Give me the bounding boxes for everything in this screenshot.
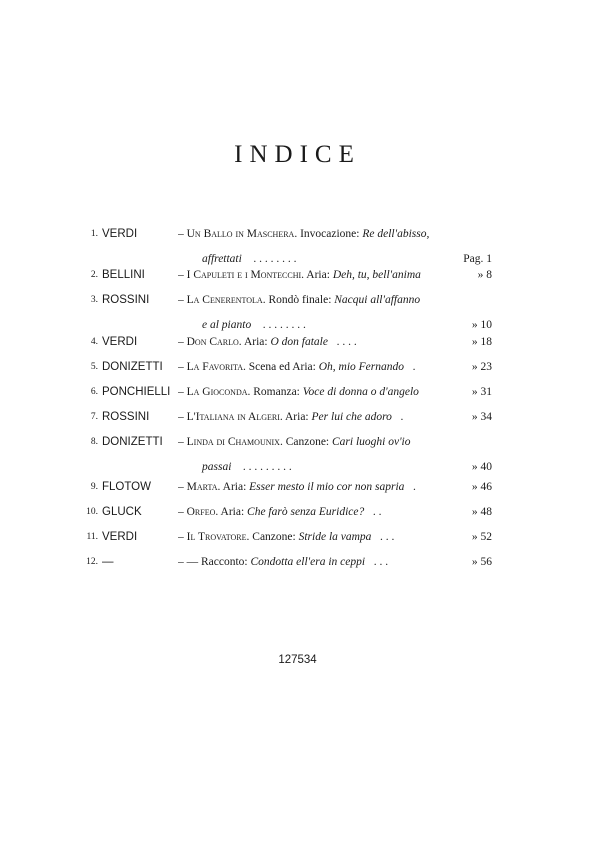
entry-composer: DONIZETTI — [102, 436, 163, 448]
entry-first-line: – Un Ballo in Maschera. Invocazione: Re dell'abisso, — [178, 228, 430, 240]
entry-composer: ROSSINI — [102, 294, 150, 306]
leader-dots: . . . — [373, 556, 389, 568]
entry-first-line: – Orfeo. Aria: Che farò senza Euridice? . . — [178, 506, 382, 518]
piece-incipit: Oh, mio Fernando — [318, 361, 405, 373]
leader-dots: . . . . — [336, 336, 357, 348]
piece-kind: Aria: — [220, 506, 245, 518]
entry-number: 10. — [86, 507, 98, 517]
entry-composer: VERDI — [102, 336, 138, 348]
entry-first-line: – La Gioconda. Romanza: Voce di donna o d'angelo — [178, 386, 419, 398]
entry-composer: VERDI — [102, 531, 138, 543]
page-title: INDICE — [234, 141, 361, 168]
incipit-continuation: affrettati — [202, 253, 242, 265]
piece-kind: Aria: — [285, 411, 309, 423]
entry-first-line: – Marta. Aria: Esser mesto il mio cor non sapria . — [178, 481, 416, 493]
opera-title: La Favorita. — [186, 361, 246, 373]
entry-first-line: – La Favorita. Scena ed Aria: Oh, mio Fernando . — [178, 361, 416, 373]
entry-first-line: – L'Italiana in Algeri. Aria: Per lui che adoro . — [178, 411, 404, 423]
opera-title: — — [186, 556, 199, 568]
opera-title: Marta. — [186, 481, 221, 493]
entry-number: 2. — [90, 270, 98, 280]
opera-title: Orfeo. — [186, 506, 219, 518]
entry-number: 7. — [90, 412, 98, 422]
incipit-continuation: passai — [202, 461, 232, 473]
entry-number: 11. — [86, 532, 98, 542]
entry-composer: ROSSINI — [102, 411, 150, 423]
entry-description — [178, 411, 446, 424]
incipit-continuation: e al pianto — [202, 319, 252, 331]
entry-composer: GLUCK — [102, 506, 142, 518]
entry-description — [178, 228, 446, 266]
entry-page: » 46 — [471, 481, 492, 493]
leader-dots: . . — [372, 506, 382, 518]
piece-incipit: Nacqui all'affanno — [334, 294, 421, 306]
entry-composer: DONIZETTI — [102, 361, 163, 373]
piece-kind: Scena ed Aria: — [248, 361, 316, 373]
entry-number: 3. — [90, 295, 98, 305]
entry-composer: PONCHIELLI — [102, 386, 171, 398]
entry-second-line — [178, 253, 446, 266]
leader-dots: . — [412, 361, 416, 373]
opera-title: Il Trovatore. — [186, 531, 250, 543]
piece-kind: Canzone: — [252, 531, 296, 543]
piece-kind: Canzone: — [285, 436, 330, 448]
entry-page: » 23 — [471, 361, 492, 373]
entry-description — [178, 336, 446, 349]
piece-incipit: Re dell'abisso, — [362, 228, 430, 240]
entry-page: » 56 — [471, 556, 492, 568]
piece-incipit: Esser mesto il mio cor non sapria — [249, 481, 405, 493]
entry-second-line — [178, 461, 446, 474]
piece-incipit: Cari luoghi ov'io — [332, 436, 411, 448]
leader-dots: . — [400, 411, 404, 423]
piece-kind: Rondò finale: — [268, 294, 332, 306]
entry-number: 8. — [90, 437, 98, 447]
entry-description — [178, 436, 446, 474]
piece-kind: Aria: — [243, 336, 268, 348]
entry-number: 5. — [90, 362, 98, 372]
opera-title: I Capuleti e i Montecchi. — [186, 269, 305, 281]
entry-description — [178, 361, 446, 374]
leader-dots: . . . . . . . . . — [242, 461, 292, 473]
opera-title: Don Carlo. — [186, 336, 242, 348]
opera-title: La Gioconda. — [186, 386, 251, 398]
piece-incipit: Stride la vampa — [298, 531, 372, 543]
entry-page: » 18 — [471, 336, 492, 348]
entry-composer: FLOTOW — [102, 481, 151, 493]
entry-number: 4. — [90, 337, 98, 347]
entry-first-line: – Linda di Chamounix. Canzone: Cari luoghi ov'io — [178, 436, 411, 448]
entry-description — [178, 556, 446, 569]
entry-first-line: – I Capuleti e i Montecchi. Aria: Deh, tu, bell'anima — [178, 269, 421, 281]
opera-title: Linda di Chamounix. — [186, 436, 283, 448]
entry-first-line: – La Cenerentola. Rondò finale: Nacqui all'affanno — [178, 294, 421, 306]
piece-incipit: Condotta ell'era in ceppi — [250, 556, 366, 568]
plate-number: 127534 — [278, 654, 317, 666]
piece-kind: Racconto: — [201, 556, 248, 568]
piece-kind: Aria: — [222, 481, 247, 493]
entry-page: » 10 — [471, 319, 492, 331]
entry-page: » 8 — [477, 269, 492, 281]
opera-title: La Cenerentola. — [186, 294, 266, 306]
entry-description — [178, 531, 446, 544]
entry-composer: — — [102, 556, 114, 568]
leader-dots: . — [413, 481, 416, 493]
piece-incipit: Voce di donna o d'angelo — [302, 386, 419, 398]
entry-first-line: – Il Trovatore. Canzone: Stride la vampa . . . — [178, 531, 395, 543]
entry-composer: BELLINI — [102, 269, 145, 281]
piece-incipit: O don fatale — [270, 336, 328, 348]
piece-kind: Romanza: — [253, 386, 300, 398]
entry-number: 12. — [86, 557, 98, 567]
leader-dots: . . . . . . . . — [262, 319, 306, 331]
entry-description — [178, 294, 446, 332]
piece-incipit: Deh, tu, bell'anima — [332, 269, 421, 281]
entry-page: Pag. 1 — [463, 253, 492, 265]
entry-page: » 31 — [471, 386, 492, 398]
entry-number: 6. — [90, 387, 98, 397]
entry-composer: VERDI — [102, 228, 138, 240]
piece-incipit: Per lui che adoro — [311, 411, 392, 423]
entry-description — [178, 269, 446, 282]
piece-kind: Aria: — [306, 269, 330, 281]
entry-description — [178, 481, 446, 494]
entry-number: 9. — [90, 482, 98, 492]
entry-page: » 52 — [471, 531, 492, 543]
leader-dots: . . . — [380, 531, 395, 543]
piece-incipit: Che farò senza Euridice? — [247, 506, 365, 518]
entry-first-line: – — Racconto: Condotta ell'era in ceppi . . . — [178, 556, 389, 568]
entry-page: » 48 — [471, 506, 492, 518]
entry-description — [178, 506, 446, 519]
opera-title: Un Ballo in Maschera. — [186, 228, 298, 240]
leader-dots: . . . . . . . . — [253, 253, 297, 265]
opera-title: L'Italiana in Algeri. — [186, 411, 283, 423]
entry-page: » 34 — [471, 411, 492, 423]
entry-second-line — [178, 319, 446, 332]
entry-number: 1. — [90, 229, 98, 239]
entry-first-line: – Don Carlo. Aria: O don fatale . . . . — [178, 336, 357, 348]
entry-description — [178, 386, 446, 399]
entry-page: » 40 — [471, 461, 492, 473]
piece-kind: Invocazione: — [300, 228, 360, 240]
